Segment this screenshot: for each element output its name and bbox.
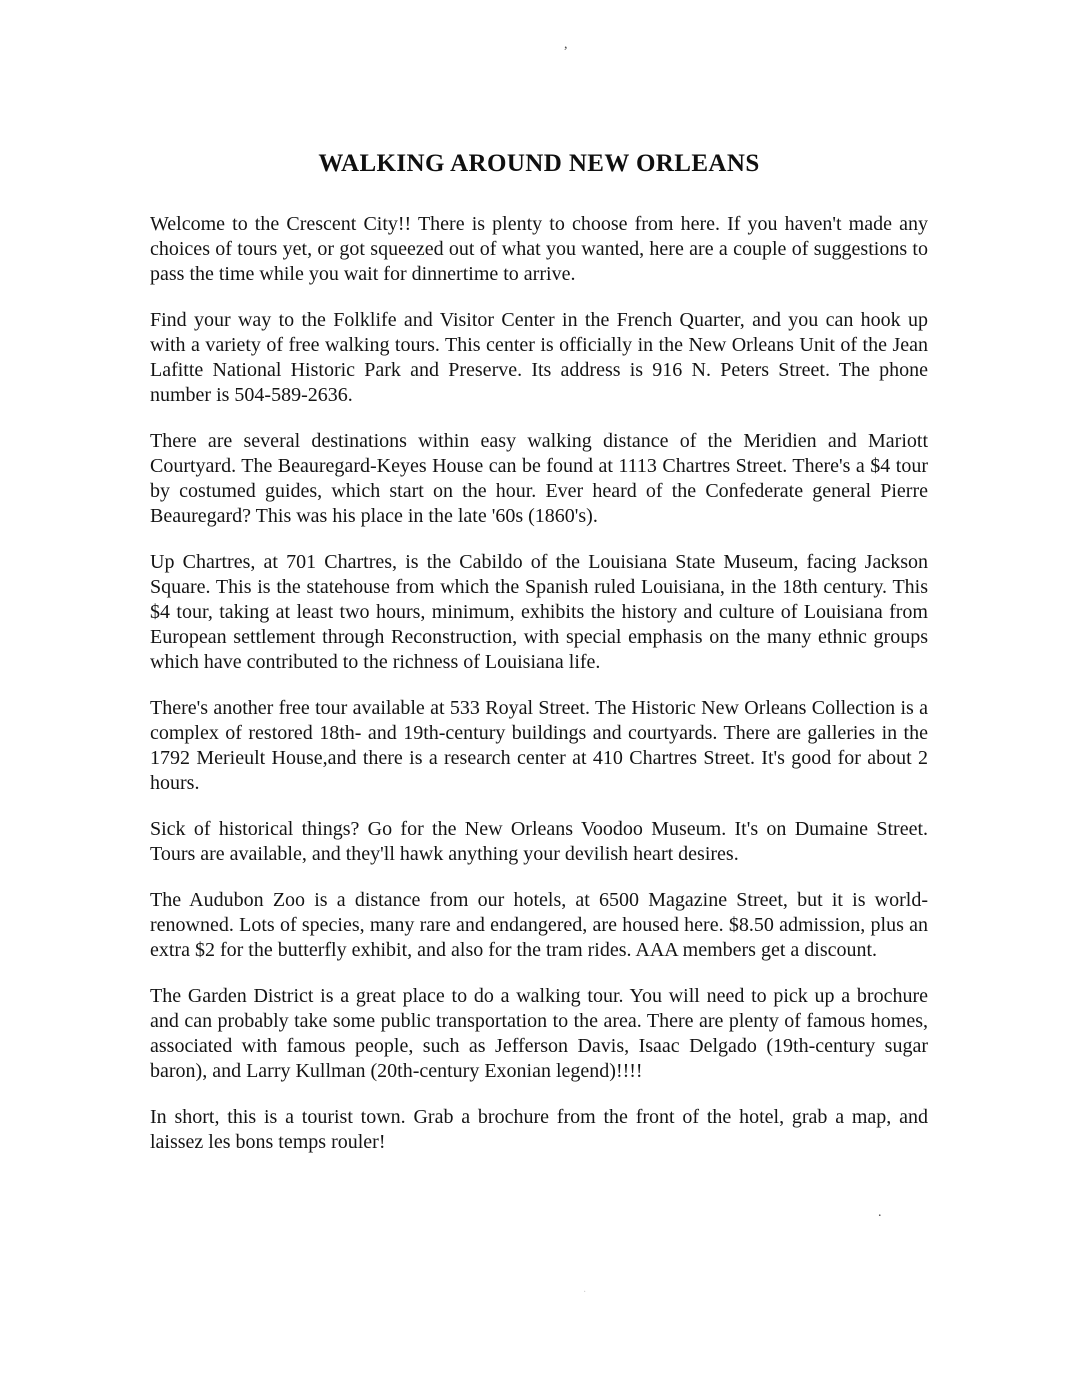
paragraph-folklife-visitor-center: Find your way to the Folklife and Visitor Center in the French Quarter, and you can hook up with a variety of free walking tours. This center is officially in the New Orleans Unit of the Jean Lafitte National Historic Park and Preserve. Its address is 916 N. Peters Street. The phone number is 504-589-2636.: [150, 309, 928, 406]
paragraph-beauregard-keyes-house: There are several destinations within easy walking distance of the Meridien and Mariott Courtyard. The Beauregard-Keyes House can be found at 1113 Chartres Street. There's a $4 tour by costumed guides, which start on the hour. Ever heard of the Confederate general Pierre Beauregard? This was his place in the late '60s (1860's).: [150, 430, 928, 527]
document-title: WALKING AROUND NEW ORLEANS: [318, 150, 760, 177]
scan-artifact-faint-speck: ·: [583, 1287, 587, 1298]
paragraph-garden-district: The Garden District is a great place to do a walking tour. You will need to pick up a brochure and can probably take some public transportation to the area. There are plenty of famous homes, associated with famous people, such as Jefferson Davis, Isaac Delgado (19th-century sugar baron), and Larry Kullman (20th-century Exonian legend)!!!!: [150, 985, 928, 1082]
document-content: [150, 150, 928, 1155]
paragraph-closing: In short, this is a tourist town. Grab a brochure from the front of the hotel, grab a map, and laissez les bons temps rouler!: [150, 1106, 928, 1153]
paragraph-audubon-zoo: The Audubon Zoo is a distance from our hotels, at 6500 Magazine Street, but it is world-renowned. Lots of species, many rare and endangered, are housed here. $8.50 admission, plus an extra $2 for the butterfly exhibit, and also for the tram rides. AAA members get a discount.: [150, 889, 928, 961]
scan-artifact-comma: ,: [564, 37, 568, 52]
paragraph-cabildo-museum: Up Chartres, at 701 Chartres, is the Cabildo of the Louisiana State Museum, facing Jackson Square. This is the statehouse from which the Spanish ruled Louisiana, in the 18th century. This $4 tour, taking at least two hours, minimum, exhibits the history and culture of Louisiana from European settlement through Reconstruction, with special emphasis on the many ethnic groups which have contributed to the richness of Louisiana life.: [150, 551, 928, 673]
paragraph-voodoo-museum: Sick of historical things? Go for the New Orleans Voodoo Museum. It's on Dumaine Street. Tours are available, and they'll hawk anything your devilish heart desires.: [150, 818, 928, 865]
paragraph-historic-collection: There's another free tour available at 533 Royal Street. The Historic New Orleans Collection is a complex of restored 18th- and 19th-century buildings and courtyards. There are galleries in the 1792 Merieult House,and there is a research center at 410 Chartres Street. It's good for about 2 hours.: [150, 697, 928, 794]
scan-artifact-dot: .: [878, 1205, 882, 1220]
paragraph-welcome: Welcome to the Crescent City!! There is plenty to choose from here. If you haven't made any choices of tours yet, or got squeezed out of what you wanted, here are a couple of suggestions to pass the time while you wait for dinnertime to arrive.: [150, 213, 928, 285]
